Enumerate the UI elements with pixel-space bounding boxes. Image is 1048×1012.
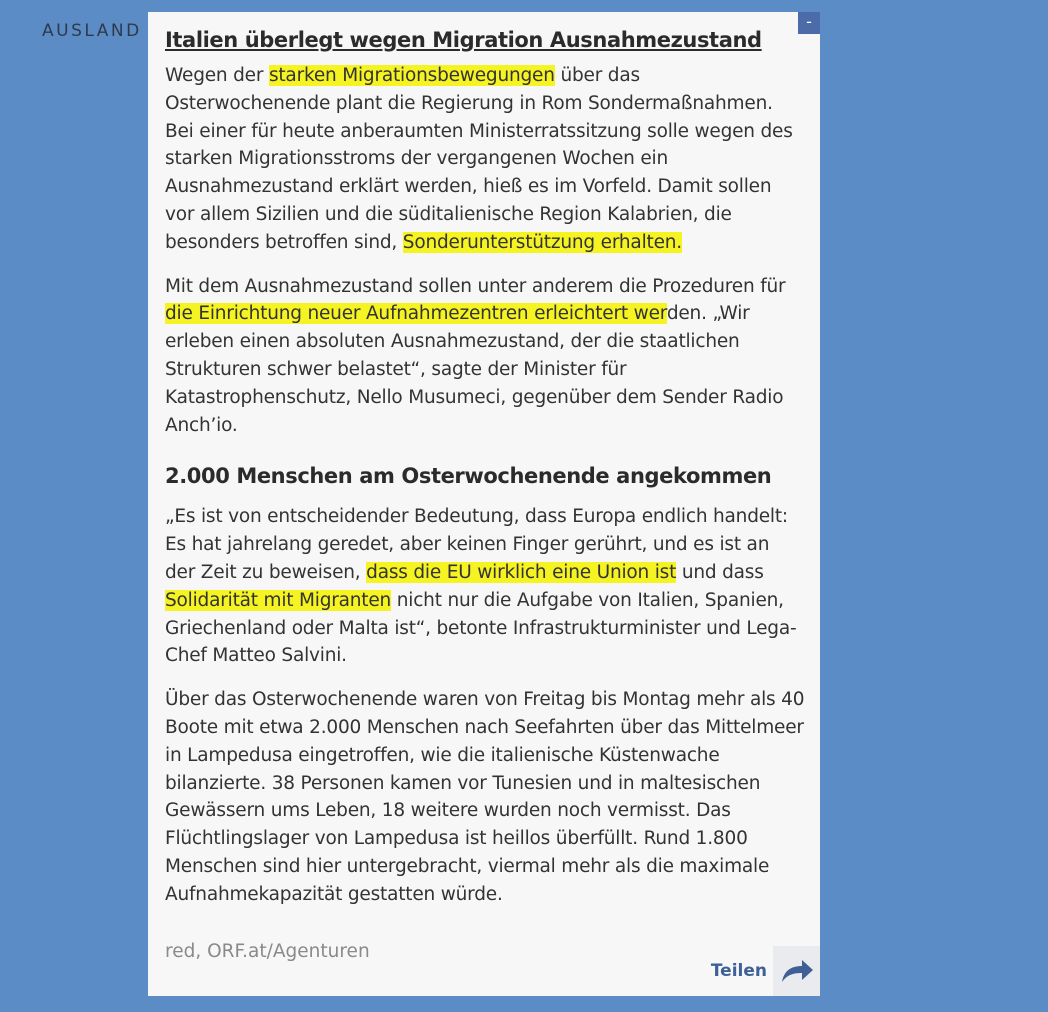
paragraph-text: „Es ist von entscheidender Bedeutung, dass Europa endlich handelt: Es hat jahrelang geredet, aber keinen Finger gerührt, und es ist an der Zeit zu beweisen, [165,506,788,583]
paragraph-1 [165,62,805,257]
article-subheading: 2.000 Menschen am Osterwochenende angekommen [165,464,772,489]
share-label[interactable]: Teilen [710,961,767,981]
article-content [165,26,805,925]
paragraph-text: Wegen der [165,65,269,86]
section-label: AUSLAND [42,21,142,41]
highlighted-text: Solidarität mit Migranten [165,589,392,611]
share-button[interactable] [711,946,820,996]
highlighted-text: die Einrichtung neuer Aufnahmezentren erleichtert wer [165,303,667,325]
paragraph-text: über das Osterwochenende plant die Regierung in Rom Sondermaßnahmen. Bei einer für heute anberaumten Ministerratssitzung solle wegen des starken Migrationsstroms der vergangenen Wochen ein Ausnahmezustand erklärt werden, hieß es im Vorfeld. Damit sollen vor allem Sizilien und die süditalienische Region Kalabrien, die besonders betroffen sind, [165,65,793,253]
article-source: red, ORF.at/Agenturen [165,941,370,962]
paragraph-text: Mit dem Ausnahmezustand sollen unter anderem die Prozeduren für [165,275,786,297]
collapse-button[interactable]: - [798,12,820,34]
paragraph-2 [165,273,805,440]
paragraph-text: nicht nur die Aufgabe von Italien, Spanien, Griechenland oder Malta ist“, betonte Infrastrukturminister und Lega-Chef Matteo Salvini. [165,589,797,667]
paragraph-text: den. „Wir erleben einen absoluten Ausnahmezustand, der die staatlichen Strukturen schwer belastet“, sagte der Minister für Katastrophenschutz, Nello Musumeci, gegenüber dem Sender Radio Anch’io. [165,303,784,436]
highlighted-text: dass die EU wirklich eine Union ist [366,561,677,583]
paragraph-text: und dass [676,561,764,583]
article-headline[interactable]: Italien überlegt wegen Migration Ausnahmezustand [165,28,762,52]
article-card [148,12,820,996]
paragraph-3 [165,503,805,670]
highlighted-text: Sonderunterstützung erhalten. [402,231,682,253]
highlighted-text: starken Migrationsbewegungen [268,65,555,86]
paragraph-text: Über das Osterwochenende waren von Freitag bis Montag mehr als 40 Boote mit etwa 2.000 Menschen nach Seefahrten über das Mittelmeer in Lampedusa eingetroffen, wie die italienische Küstenwache bilanzierte. 38 Personen kamen vor Tunesien und in maltesischen Gewässern ums Leben, 18 weitere wurden noch vermisst. Das Flüchtlingslager von Lampedusa ist heillos überfüllt. Rund 1.800 Menschen sind hier untergebracht, viermal mehr als die maximale Aufnahmekapazität gestatten würde. [165,689,805,905]
share-arrow-icon[interactable] [773,946,820,996]
paragraph-4 [165,686,805,908]
